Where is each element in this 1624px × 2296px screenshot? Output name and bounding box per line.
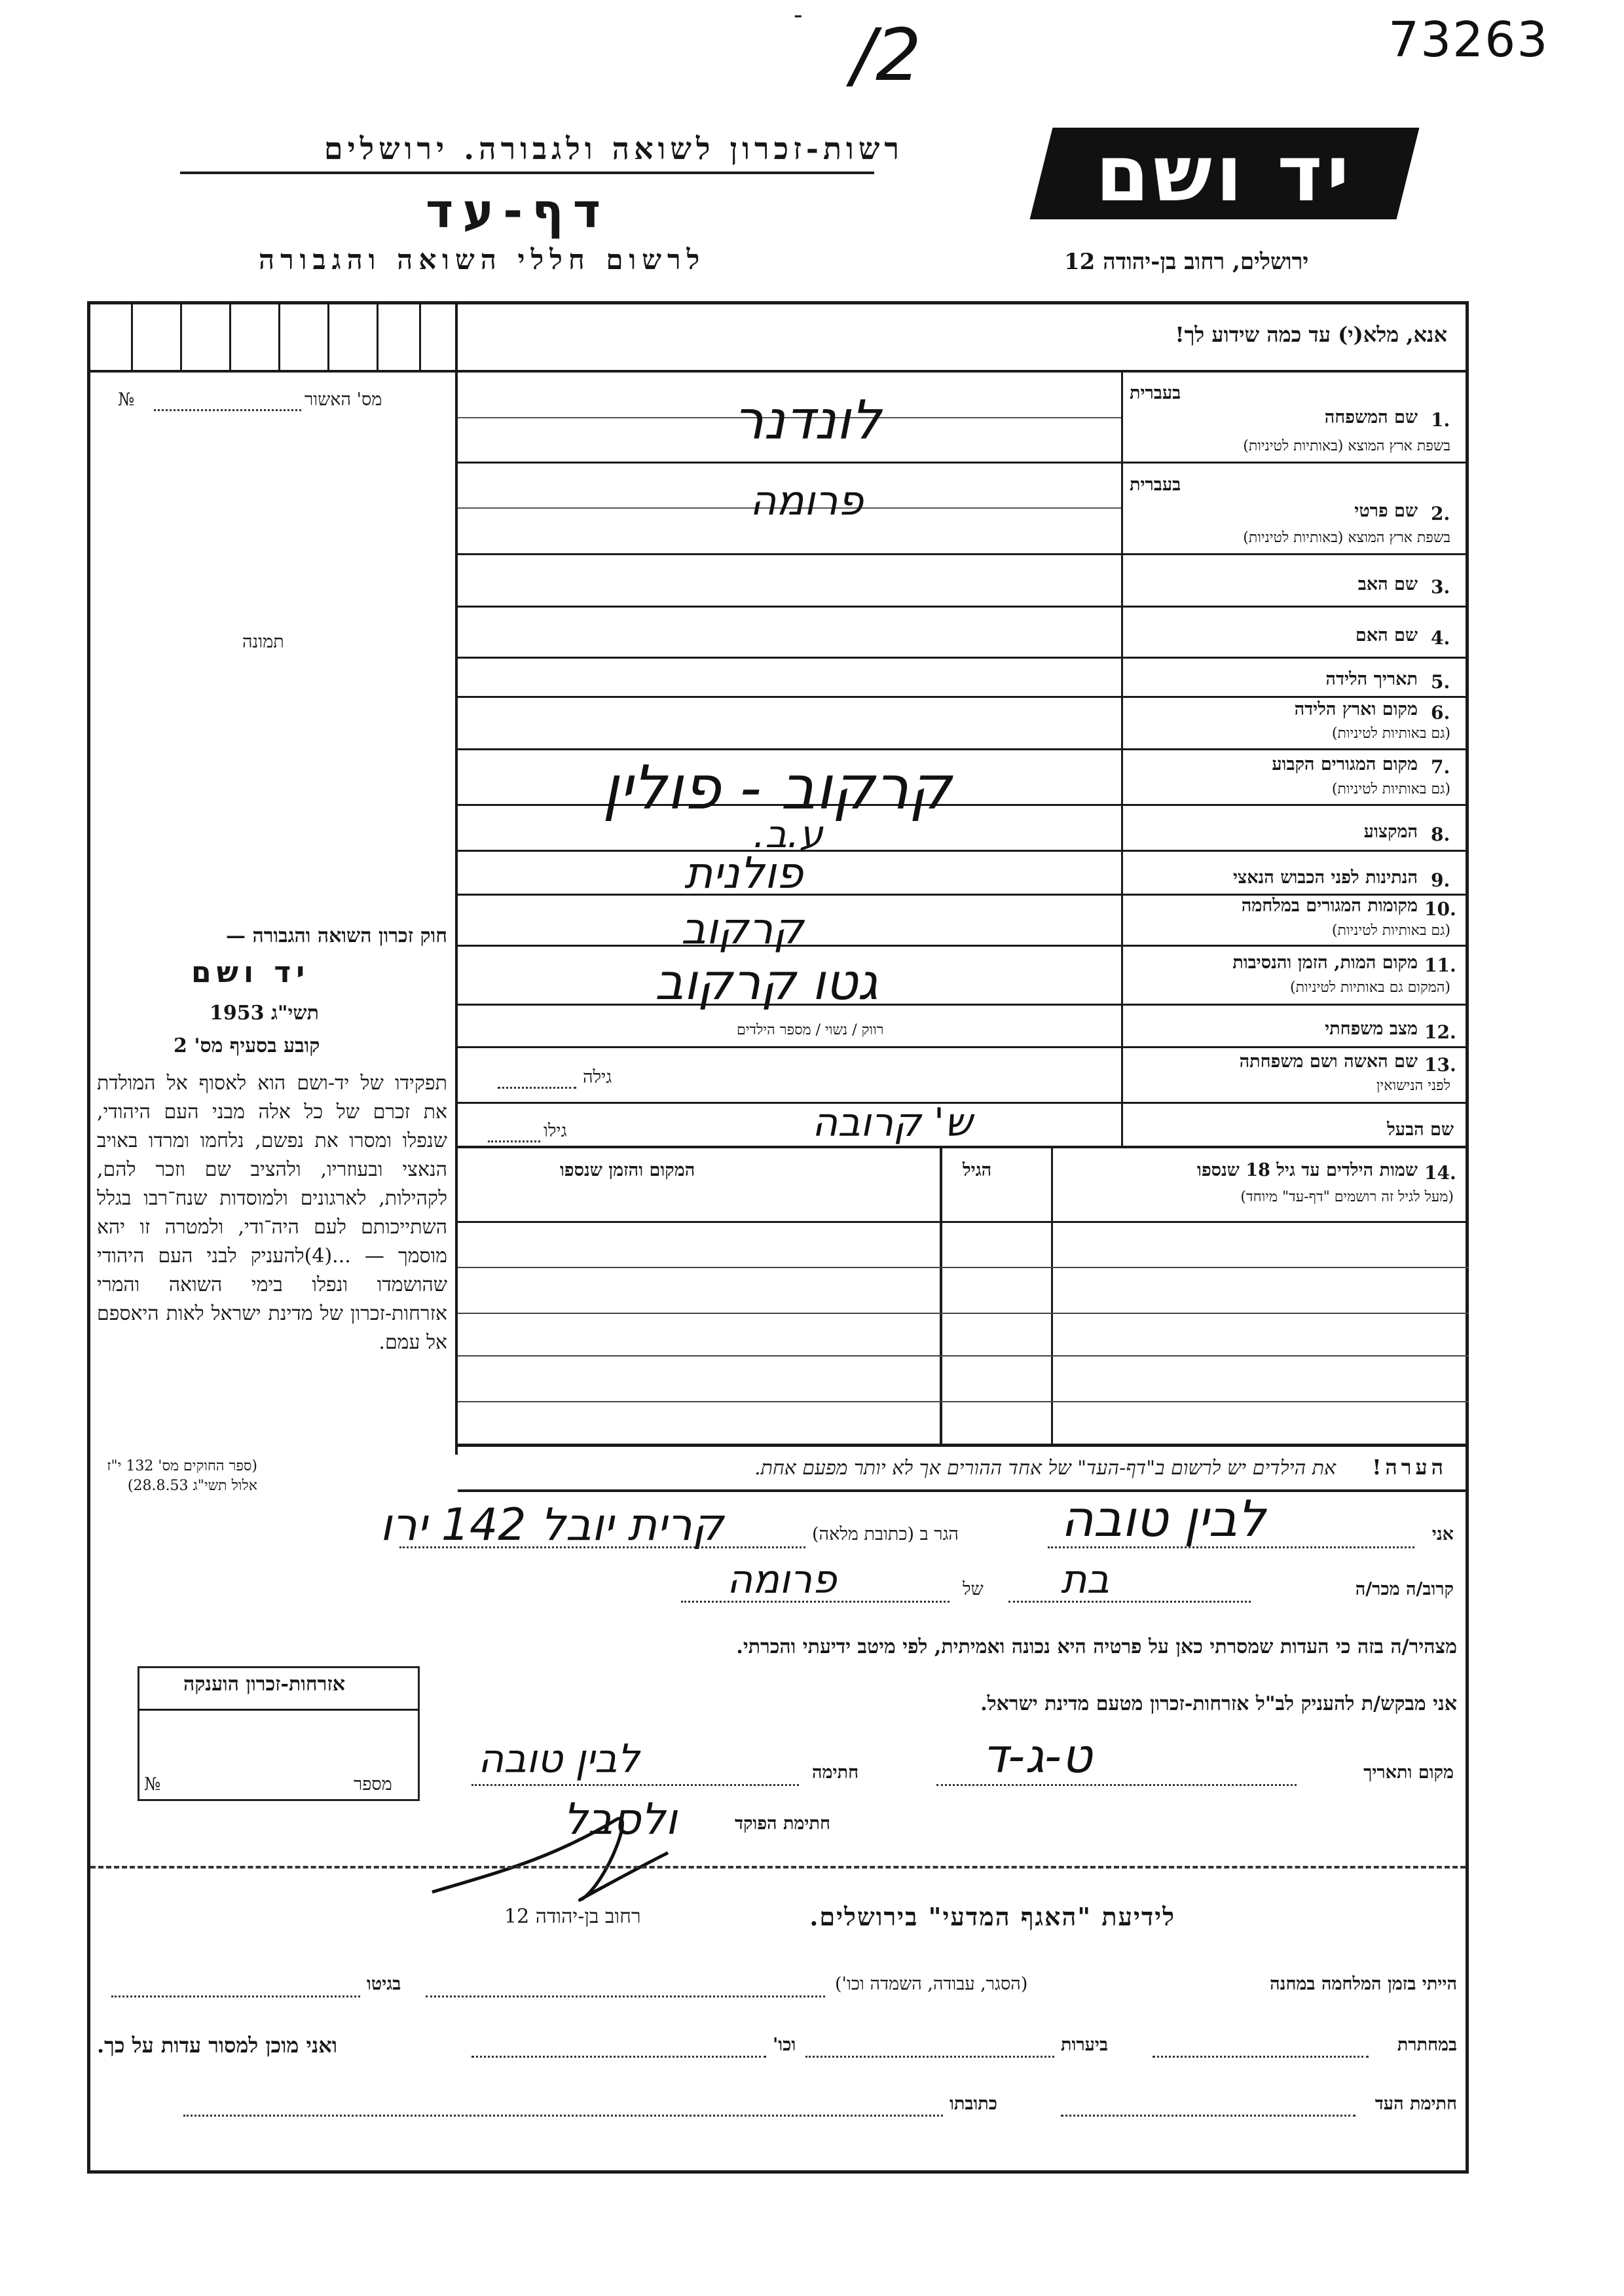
field-6-label: מקום וארץ הלידה [1294,699,1418,720]
field-12-number: 12. [1424,1021,1456,1043]
field-12-label: מצב משפחתי [1325,1019,1418,1039]
hw-first-name[interactable]: פרומה [750,477,864,524]
form-subtitle: לרשום חללי השואה והגבורה [259,244,706,276]
marital-options[interactable]: רווק / נשוי / מספר הילדים [737,1022,884,1038]
children-row-divider [458,1401,1469,1402]
cell-divider [229,304,231,370]
row-divider [458,850,1469,852]
cells-bottom [87,370,458,373]
forests-input[interactable] [805,2056,1054,2058]
law-body: תפקידו של יד-ושם הוא לאסוף אל המולדת את זכרם של כל אלה מבני העם היהודי, שנפלו ומסרו את נפשם, נלחמו ומרדו באויב הנאצי ובעוזריו, ולהציב שם וזכר להם, לקהילות, לארגונים ולמוסדות שנח־רבו בגלל השתייכותם לעם היה־ודי, ולמטרה זו יהא מוסמך — ...(4)להעניק לבני העם היהודי שהושמדו ונפלו בימי השואה והמרי אזרחות-זכרון של מדינת ישראל לאות היאספם אל עמם. [97,1072,448,1354]
field-10-number: 10. [1424,898,1456,920]
law-citation: (ספר החוקים מס' 132 י"ז אלול תשי"ג 28.8.53) [107,1458,257,1494]
frame-right [1466,301,1469,2174]
instruction-text: אנא, מלא(י) עד כמה שידוע לך! [1175,322,1447,347]
row-divider [458,1004,1469,1006]
field-6-note: (גם באותיות לטיניות) [1331,725,1450,742]
field-2-number: 2. [1431,503,1450,524]
note-bottom [458,1489,1469,1492]
origin-label-2: בשפת ארץ המוצא (באותיות לטיניות) [1243,530,1450,546]
hw-date[interactable]: ט-ג-ד [982,1728,1092,1783]
footer-line3-b: כתובתו [950,2094,997,2114]
footer-line1-b: (הסגר, עבודה, השמדה וכו') [835,1974,1028,1994]
citizenship-box-title: אזרחות-זכרון הוענקה [183,1673,346,1696]
field-8-label: המקצוע [1363,822,1418,842]
row-divider [458,1046,1469,1048]
field-13-label: שם האשה ושם משפחתה [1239,1051,1418,1072]
field-11-number: 11. [1424,955,1456,976]
row-divider [458,462,1469,464]
citizenship-box-divider [138,1709,420,1711]
cell-divider [131,304,133,370]
field-7-label: מקום המגורים הקבוע [1272,754,1418,774]
footer-line3-a: חתימת העד [1375,2094,1457,2114]
footer-line2-d: ואני מוכן למסור עדות על כך. [97,2033,338,2058]
hw-family-name[interactable]: לונדנר [733,390,881,452]
hw-death-place[interactable]: גטו קרקוב [655,953,878,1011]
approval-input[interactable] [154,409,301,411]
children-place-col: המקום והזמן שנספו [560,1160,695,1180]
frame-bottom [87,2170,1469,2174]
decl-relative-label: קרוב/ה מכר/ה [1355,1579,1454,1599]
field-1-label: שם המשפחה [1324,407,1418,428]
field-4-number: 4. [1431,627,1450,649]
footer-heading: לידיעת "האגף המדעי" בירושלים. [809,1902,1175,1931]
children-age-col: הגיל [963,1160,992,1180]
cell-divider [419,304,421,370]
field-7-number: 7. [1431,756,1450,778]
law-year: תשי"ג 1953 [210,1002,319,1025]
header-address: ירושלים, רחוב בן-יהודה 12 [1064,249,1309,275]
children-number: 14. [1424,1162,1456,1184]
footer-line2-c: וכו' [773,2035,796,2055]
citizenship-box-no: № [144,1774,161,1795]
field-5-number: 5. [1431,671,1450,693]
footer-line2-a: במחתרת [1397,2035,1457,2055]
ghetto-input[interactable] [111,1995,360,1997]
field-11-note: (המקום גם באותיות לטיניות) [1290,979,1450,996]
origin-label-1: בשפת ארץ המוצא (באותיות לטיניות) [1243,438,1450,454]
field-4-label: שם האם [1355,625,1418,646]
citizenship-box-number: מספר [354,1774,392,1795]
relative-of-input[interactable] [681,1601,950,1603]
authority-underline [180,172,874,174]
wife-age-input[interactable] [498,1087,576,1089]
witness-address-footer-input[interactable] [183,2115,943,2117]
hw-signature[interactable]: לבין טובה [478,1736,640,1782]
field-8-number: 8. [1431,824,1450,845]
witness-name-input[interactable] [1048,1546,1414,1548]
cell-divider [327,304,329,370]
row-divider [458,657,1469,659]
frame-top [87,301,1469,304]
place-date-input[interactable] [936,1784,1297,1786]
row-divider [458,606,1469,608]
hw-witness-name[interactable]: לבין טובה [1061,1489,1266,1548]
yad-vashem-logo [1030,128,1420,219]
field-1-number: 1. [1431,409,1450,431]
decl-statement: מצהיר/ה בזה כי העדות שמסרתי כאן על פרטיה היא נכונה ואמיתית, לפי מיטב ידיעתי והכרתי. [736,1635,1457,1658]
hebrew-label-1: בעברית [1130,383,1181,403]
field-6-number: 6. [1431,702,1450,723]
field-3-number: 3. [1431,576,1450,598]
decl-of-label: של [963,1579,984,1599]
children-header-divider [458,1221,1469,1223]
hw-relative-of[interactable]: פרומה [727,1557,837,1603]
signature-label: חתימה [812,1762,859,1783]
husband-label: שם הבעל [1387,1120,1454,1140]
note-text: את הילדים יש לרשום ב"דף-העד" של אחד ההורים אך לא יותר מפעם אחת. [754,1457,1336,1480]
decl-resides-label: הגר ב (כתובת מלאה) [812,1524,959,1544]
top-dash: - [794,0,803,30]
field-7-note: (גם באותיות לטיניות) [1331,781,1450,797]
row-divider [458,748,1469,750]
frame-left [87,301,90,2174]
field-2-label: שם פרטי [1354,501,1418,521]
field-5-label: תאריך הלידה [1325,669,1418,689]
footer-line1-c: בגיטו [367,1974,401,1994]
field-9-number: 9. [1431,869,1450,891]
footer-line2-b: ביערות [1061,2035,1109,2055]
authority-name: רשות-זכרון לשואה ולגבורה. ירושלים [323,131,904,166]
photo-label: תמונה [242,632,284,652]
cell-divider [278,304,280,370]
archive-number: 73263 [1388,12,1549,68]
cell-divider [377,304,378,370]
hw-witness-address[interactable]: קרית יובל 142 ירו [380,1499,724,1551]
hebrew-label-2: בעברית [1130,475,1181,495]
handwritten-mark: /2 [851,13,922,97]
hw-clerk-signature[interactable]: ולסבל [563,1794,677,1844]
place-date-label: מקום ותאריך [1363,1762,1454,1783]
row-divider [458,945,1469,947]
field-3-label: שם האב [1357,574,1418,594]
footer-line1-a: הייתי בזמן המלחמה במחנה [1270,1974,1457,1994]
label-column-divider [1121,370,1123,1146]
left-column-divider [455,301,458,1455]
children-bottom [458,1444,1469,1447]
field-10-note: (גם באותיות לטיניות) [1331,922,1450,939]
footer-heading-address: רחוב בן-יהודה 12 [504,1905,641,1928]
witness-signature-input[interactable] [1061,2115,1356,2117]
note-label: הערה! [1372,1455,1447,1480]
approval-no-symbol: № [118,390,135,410]
row-divider [458,553,1469,555]
underground-input[interactable] [1153,2056,1369,2058]
law-name: יד ושם [191,956,310,989]
etc-input[interactable] [471,2056,766,2058]
hw-wartime-residence[interactable]: קרקוב [681,903,804,954]
hw-husband[interactable]: ש' קרובה [812,1100,972,1146]
camp-input[interactable] [426,1995,825,1997]
witness-address-input[interactable] [399,1546,805,1548]
logo-text: יד ושם [1096,128,1354,219]
hw-occupation[interactable]: ע.ב. [753,812,823,856]
form-title: דף-עד [426,183,610,238]
clerk-signature-scribble [419,1794,727,1912]
husband-age-input[interactable] [488,1140,540,1142]
decl-request: אני מבקש/ת להעניק לב"ל אזרחות-זכרון מטעם מדינת ישראל. [980,1692,1457,1715]
field-13-note: לפני הנישואין [1376,1078,1450,1094]
hw-nationality[interactable]: פולנית [684,848,803,898]
children-row-divider [458,1313,1469,1314]
age-label-husband: גילו [544,1121,567,1141]
signature-input[interactable] [471,1784,799,1786]
hw-relation[interactable]: בת [1061,1557,1110,1603]
age-label-wife: גילה [583,1067,612,1087]
decl-i-label: אני [1431,1524,1454,1544]
field-13-number: 13. [1424,1054,1456,1076]
field-10-label: מקומות המגורים במלחמה [1241,896,1418,916]
relation-input[interactable] [1008,1601,1251,1603]
clerk-label: חתימת הפוקד [735,1813,830,1834]
approval-label: מס' האשור [304,390,382,410]
children-row-divider [458,1355,1469,1357]
children-note: (מעל לגיל זה רושמים "דף-עד" מיוחד) [1240,1189,1454,1205]
hw-residence[interactable]: קרקוב - פולין [602,753,951,823]
children-header: שמות הילדים עד גיל 18 שנספו [1197,1160,1418,1180]
row-divider [458,696,1469,698]
children-row-divider [458,1267,1469,1268]
cell-divider [180,304,182,370]
row-divider [458,1146,1469,1148]
footer-divider [90,1866,1466,1870]
law-title: חוק זכרון השואה והגבורה — [226,924,447,947]
field-9-label: הנתינות לפני הכבוש הנאצי [1232,867,1418,888]
instruction-divider [458,370,1469,373]
field-11-label: מקום המות, הזמן והנסיבות [1232,953,1418,973]
law-section: קובע בסעיף מס' 2 [174,1034,320,1057]
